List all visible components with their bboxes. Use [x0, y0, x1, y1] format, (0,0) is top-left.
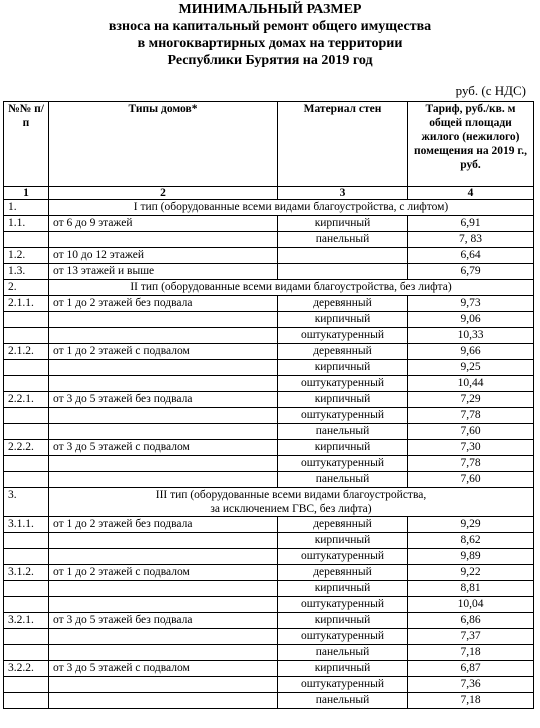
wall-material: кирпичный [278, 440, 408, 456]
column-number-row [4, 187, 534, 200]
row-number: 2.1.1. [4, 296, 49, 312]
tariff-value: 9,06 [408, 312, 534, 328]
wall-material [278, 264, 408, 280]
house-type [49, 533, 278, 549]
table-row [4, 597, 534, 613]
table-row [4, 264, 534, 280]
house-type: от 1 до 2 этажей без подвала [49, 517, 278, 533]
wall-material: оштукатуренный [278, 408, 408, 424]
tariff-value: 7,78 [408, 408, 534, 424]
wall-material: кирпичный [278, 360, 408, 376]
house-type [49, 645, 278, 661]
tariff-value: 7,78 [408, 456, 534, 472]
row-number: 2.2.1. [4, 392, 49, 408]
house-type [49, 693, 278, 709]
tariff-value: 6,79 [408, 264, 534, 280]
house-type: от 3 до 5 этажей с подвалом [49, 661, 278, 677]
tariff-value: 10,44 [408, 376, 534, 392]
wall-material: кирпичный [278, 613, 408, 629]
row-number [4, 312, 49, 328]
tariff-value: 7,18 [408, 693, 534, 709]
table-row [4, 392, 534, 408]
table-row [4, 565, 534, 581]
wall-material: оштукатуренный [278, 597, 408, 613]
table-row [4, 296, 534, 312]
house-type: от 3 до 5 этажей без подвала [49, 392, 278, 408]
table-row [4, 533, 534, 549]
row-number [4, 677, 49, 693]
row-number [4, 376, 49, 392]
house-type [49, 312, 278, 328]
table-row [4, 344, 534, 360]
wall-material: кирпичный [278, 216, 408, 232]
wall-material: кирпичный [278, 581, 408, 597]
house-type [49, 408, 278, 424]
table-row [4, 456, 534, 472]
row-number [4, 472, 49, 488]
house-type [49, 232, 278, 248]
house-type: от 1 до 2 этажей без подвала [49, 296, 278, 312]
title-line-4: Республики Бурятия на 2019 год [167, 53, 373, 68]
house-type [49, 376, 278, 392]
tariff-value: 9,22 [408, 565, 534, 581]
table-row [4, 216, 534, 232]
house-type: от 13 этажей и выше [49, 264, 278, 280]
row-number: 3.2.2. [4, 661, 49, 677]
house-type: от 1 до 2 этажей с подвалом [49, 344, 278, 360]
house-type [49, 360, 278, 376]
house-type [49, 549, 278, 565]
table-row [4, 661, 534, 677]
tariff-value: 7,37 [408, 629, 534, 645]
table-row [4, 693, 534, 709]
table-row [4, 629, 534, 645]
table-row [4, 376, 534, 392]
wall-material: панельный [278, 693, 408, 709]
row-number [4, 597, 49, 613]
colnum-1: 1 [4, 187, 49, 200]
row-number [4, 456, 49, 472]
title-line-3: в многоквартирных домах на территории [137, 36, 403, 51]
row-number [4, 629, 49, 645]
title-line-1: МИНИМАЛЬНЫЙ РАЗМЕР [178, 2, 362, 17]
house-type [49, 472, 278, 488]
tariff-value: 9,29 [408, 517, 534, 533]
row-number [4, 645, 49, 661]
table-row [4, 312, 534, 328]
table-row [4, 424, 534, 440]
wall-material: деревянный [278, 296, 408, 312]
table-row [4, 613, 534, 629]
wall-material: деревянный [278, 565, 408, 581]
table-row [4, 232, 534, 248]
row-number [4, 424, 49, 440]
row-number [4, 360, 49, 376]
wall-material: кирпичный [278, 533, 408, 549]
tariff-value: 7,60 [408, 472, 534, 488]
row-number: 3.2.1. [4, 613, 49, 629]
tariff-value: 7,30 [408, 440, 534, 456]
wall-material: оштукатуренный [278, 677, 408, 693]
header-material: Материал стен [278, 102, 408, 187]
currency-unit: руб. (с НДС) [455, 83, 526, 98]
wall-material: панельный [278, 232, 408, 248]
row-number [4, 328, 49, 344]
table-row [4, 677, 534, 693]
tariff-value: 9,89 [408, 549, 534, 565]
row-number: 1.2. [4, 248, 49, 264]
row-number [4, 549, 49, 565]
wall-material: оштукатуренный [278, 629, 408, 645]
row-number [4, 232, 49, 248]
table-row [4, 328, 534, 344]
house-type: от 1 до 2 этажей с подвалом [49, 565, 278, 581]
tariff-value: 9,66 [408, 344, 534, 360]
tariff-value: 7,18 [408, 645, 534, 661]
house-type-heading: I тип (оборудованные всеми видами благоустройства, с лифтом) [49, 200, 534, 216]
row-number: 2.1.2. [4, 344, 49, 360]
wall-material: оштукатуренный [278, 549, 408, 565]
house-type [49, 581, 278, 597]
house-type: от 3 до 5 этажей с подвалом [49, 440, 278, 456]
wall-material: панельный [278, 424, 408, 440]
row-number [4, 581, 49, 597]
table-row [4, 200, 534, 216]
table-row [4, 440, 534, 456]
table-row [4, 248, 534, 264]
wall-material: деревянный [278, 517, 408, 533]
heading-line-2: за исключением ГВС, без лифта) [210, 503, 372, 515]
row-number: 1.3. [4, 264, 49, 280]
wall-material: кирпичный [278, 312, 408, 328]
colnum-4: 4 [408, 187, 534, 200]
house-type-heading [49, 488, 534, 517]
header-tariff: Тариф, руб./кв. м общей площади жилого (нежилого) помещения на 2019 г., руб. [408, 102, 534, 187]
row-number [4, 693, 49, 709]
heading-line-1: III тип (оборудованные всеми видами благоустройства, [155, 489, 427, 501]
wall-material: кирпичный [278, 392, 408, 408]
row-number: 2. [4, 280, 49, 296]
title-line-2: взноса на капитальный ремонт общего имущества [108, 19, 432, 34]
wall-material: деревянный [278, 344, 408, 360]
house-type: от 3 до 5 этажей без подвала [49, 613, 278, 629]
row-number: 3. [4, 488, 49, 517]
row-number: 3.1.2. [4, 565, 49, 581]
wall-material: оштукатуренный [278, 456, 408, 472]
tariff-value: 6,87 [408, 661, 534, 677]
table-row [4, 488, 534, 517]
table-row [4, 517, 534, 533]
house-type: от 6 до 9 этажей [49, 216, 278, 232]
wall-material: оштукатуренный [278, 328, 408, 344]
header-num: №№ п/п [4, 102, 49, 187]
colnum-3: 3 [278, 187, 408, 200]
house-type [49, 597, 278, 613]
house-type: от 10 до 12 этажей [49, 248, 278, 264]
row-number [4, 408, 49, 424]
row-number: 1.1. [4, 216, 49, 232]
table-row [4, 645, 534, 661]
tariff-table [3, 101, 534, 709]
table-row [4, 581, 534, 597]
tariff-value: 7,60 [408, 424, 534, 440]
tariff-value: 10,33 [408, 328, 534, 344]
tariff-value: 9,73 [408, 296, 534, 312]
row-number [4, 533, 49, 549]
row-number: 3.1.1. [4, 517, 49, 533]
house-type [49, 629, 278, 645]
tariff-value: 7, 83 [408, 232, 534, 248]
tariff-value: 6,64 [408, 248, 534, 264]
header-types: Типы домов* [49, 102, 278, 187]
tariff-value: 6,91 [408, 216, 534, 232]
row-number: 2.2.2. [4, 440, 49, 456]
colnum-2: 2 [49, 187, 278, 200]
table-row [4, 408, 534, 424]
wall-material [278, 248, 408, 264]
house-type [49, 424, 278, 440]
table-header-row [4, 102, 534, 187]
tariff-value: 9,25 [408, 360, 534, 376]
tariff-value: 10,04 [408, 597, 534, 613]
wall-material: кирпичный [278, 661, 408, 677]
wall-material: панельный [278, 472, 408, 488]
table-row [4, 280, 534, 296]
table-row [4, 360, 534, 376]
wall-material: панельный [278, 645, 408, 661]
table-row [4, 549, 534, 565]
wall-material: оштукатуренный [278, 376, 408, 392]
house-type [49, 677, 278, 693]
house-type [49, 456, 278, 472]
tariff-value: 6,86 [408, 613, 534, 629]
tariff-value: 8,81 [408, 581, 534, 597]
tariff-value: 7,36 [408, 677, 534, 693]
tariff-value: 8,62 [408, 533, 534, 549]
table-row [4, 472, 534, 488]
house-type-heading: II тип (оборудованные всеми видами благоустройства, без лифта) [49, 280, 534, 296]
tariff-value: 7,29 [408, 392, 534, 408]
house-type [49, 328, 278, 344]
row-number: 1. [4, 200, 49, 216]
